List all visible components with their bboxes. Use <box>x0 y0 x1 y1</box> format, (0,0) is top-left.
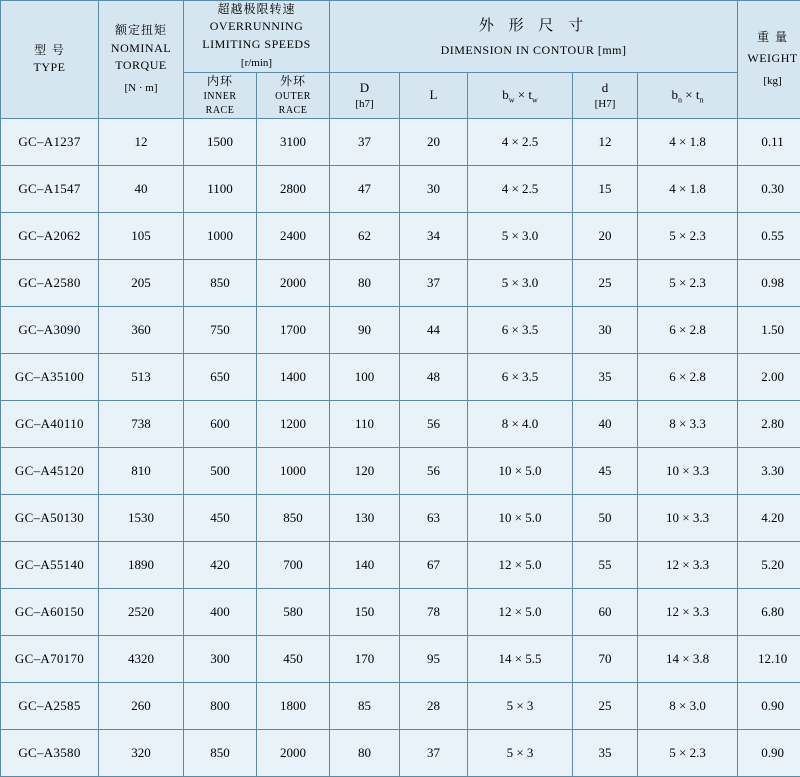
table-row <box>1 635 800 682</box>
table-row <box>1 682 800 729</box>
cell-bn-tn: 5 × 2.3 <box>638 729 738 776</box>
header-dimension-en: DIMENSION IN CONTOUR [mm] <box>330 39 737 62</box>
bw-b: b <box>502 87 509 102</box>
cell-inner-speed: 850 <box>184 259 257 306</box>
cell-d-minor: 35 <box>573 353 638 400</box>
cell-bw-tw: 10 × 5.0 <box>468 447 573 494</box>
header-speeds-cn: 超越极限转速 <box>184 1 329 18</box>
cell-weight: 12.10 <box>738 635 800 682</box>
cell-type: GC–A3580 <box>1 729 99 776</box>
cell-inner-speed: 300 <box>184 635 257 682</box>
cell-length: 30 <box>400 165 468 212</box>
cell-inner-speed: 1500 <box>184 118 257 165</box>
cell-d-minor: 20 <box>573 212 638 259</box>
table-row <box>1 588 800 635</box>
cell-type: GC–A60150 <box>1 588 99 635</box>
header-bw-tw-expr <box>468 86 572 106</box>
header-l-label: L <box>400 86 467 104</box>
cell-weight: 2.00 <box>738 353 800 400</box>
cell-length: 67 <box>400 541 468 588</box>
table-row <box>1 353 800 400</box>
cell-length: 56 <box>400 447 468 494</box>
cell-bw-tw: 14 × 5.5 <box>468 635 573 682</box>
cell-outer-speed: 2400 <box>257 212 330 259</box>
cell-length: 78 <box>400 588 468 635</box>
cell-length: 48 <box>400 353 468 400</box>
cell-bw-tw: 4 × 2.5 <box>468 118 573 165</box>
cell-type: GC–A50130 <box>1 494 99 541</box>
bn-b-sub: n <box>678 95 682 104</box>
cell-d-major: 150 <box>330 588 400 635</box>
table-row <box>1 259 800 306</box>
cell-inner-speed: 850 <box>184 729 257 776</box>
cell-d-minor: 25 <box>573 259 638 306</box>
cell-d-major: 120 <box>330 447 400 494</box>
cell-torque: 260 <box>99 682 184 729</box>
cell-d-minor: 55 <box>573 541 638 588</box>
header-torque-unit: [N · m] <box>99 81 183 97</box>
cell-inner-speed: 650 <box>184 353 257 400</box>
cell-outer-speed: 1000 <box>257 447 330 494</box>
cell-weight: 0.55 <box>738 212 800 259</box>
cell-d-minor: 70 <box>573 635 638 682</box>
bn-sep: × <box>685 87 692 102</box>
cell-torque: 205 <box>99 259 184 306</box>
cell-length: 20 <box>400 118 468 165</box>
cell-d-minor: 12 <box>573 118 638 165</box>
cell-torque: 810 <box>99 447 184 494</box>
bn-t-sub: n <box>700 95 704 104</box>
cell-weight: 0.98 <box>738 259 800 306</box>
cell-weight: 2.80 <box>738 400 800 447</box>
header-weight-cn: 重 量 <box>738 29 800 46</box>
header-torque <box>99 1 184 119</box>
cell-outer-speed: 850 <box>257 494 330 541</box>
cell-inner-speed: 420 <box>184 541 257 588</box>
cell-bn-tn: 12 × 3.3 <box>638 541 738 588</box>
cell-weight: 0.30 <box>738 165 800 212</box>
table-row <box>1 541 800 588</box>
header-speeds <box>184 1 330 73</box>
table-row <box>1 400 800 447</box>
cell-outer-speed: 580 <box>257 588 330 635</box>
header-dimension-cn: 外 形 尺 寸 <box>330 11 737 40</box>
cell-type: GC–A40110 <box>1 400 99 447</box>
cell-torque: 2520 <box>99 588 184 635</box>
cell-bn-tn: 4 × 1.8 <box>638 165 738 212</box>
cell-type: GC–A2585 <box>1 682 99 729</box>
header-speeds-unit: [r/min] <box>184 56 329 72</box>
cell-length: 44 <box>400 306 468 353</box>
cell-inner-speed: 750 <box>184 306 257 353</box>
cell-type: GC–A35100 <box>1 353 99 400</box>
cell-bw-tw: 6 × 3.5 <box>468 306 573 353</box>
cell-inner-speed: 600 <box>184 400 257 447</box>
cell-d-major: 110 <box>330 400 400 447</box>
cell-weight: 1.50 <box>738 306 800 353</box>
header-bn-tn <box>638 73 738 119</box>
cell-outer-speed: 1400 <box>257 353 330 400</box>
cell-bw-tw: 6 × 3.5 <box>468 353 573 400</box>
cell-d-major: 140 <box>330 541 400 588</box>
cell-bn-tn: 6 × 2.8 <box>638 306 738 353</box>
table-row <box>1 306 800 353</box>
header-d-major-unit: [h7] <box>330 97 399 112</box>
header-bn-tn-expr <box>638 86 737 106</box>
cell-torque: 513 <box>99 353 184 400</box>
cell-length: 56 <box>400 400 468 447</box>
bw-b-sub: w <box>509 95 515 104</box>
cell-weight: 6.80 <box>738 588 800 635</box>
cell-inner-speed: 500 <box>184 447 257 494</box>
cell-outer-speed: 700 <box>257 541 330 588</box>
cell-d-major: 80 <box>330 729 400 776</box>
cell-d-minor: 50 <box>573 494 638 541</box>
header-d-minor <box>573 73 638 119</box>
cell-weight: 0.90 <box>738 729 800 776</box>
cell-d-major: 47 <box>330 165 400 212</box>
bn-b: b <box>672 87 679 102</box>
cell-outer-speed: 2800 <box>257 165 330 212</box>
header-type <box>1 1 99 119</box>
cell-torque: 4320 <box>99 635 184 682</box>
cell-weight: 0.11 <box>738 118 800 165</box>
header-row-main <box>1 1 800 73</box>
cell-torque: 1890 <box>99 541 184 588</box>
cell-weight: 0.90 <box>738 682 800 729</box>
cell-type: GC–A2062 <box>1 212 99 259</box>
header-type-en: TYPE <box>1 59 98 76</box>
header-speeds-en1: OVERRUNNING <box>184 18 329 35</box>
cell-bw-tw: 5 × 3 <box>468 729 573 776</box>
table-row <box>1 118 800 165</box>
cell-d-minor: 15 <box>573 165 638 212</box>
cell-torque: 40 <box>99 165 184 212</box>
cell-weight: 5.20 <box>738 541 800 588</box>
cell-bn-tn: 6 × 2.8 <box>638 353 738 400</box>
header-weight-unit: [kg] <box>738 74 800 90</box>
cell-type: GC–A3090 <box>1 306 99 353</box>
cell-d-major: 37 <box>330 118 400 165</box>
cell-bw-tw: 8 × 4.0 <box>468 400 573 447</box>
cell-d-minor: 45 <box>573 447 638 494</box>
bw-t: t <box>528 87 532 102</box>
cell-bn-tn: 4 × 1.8 <box>638 118 738 165</box>
header-l <box>400 73 468 119</box>
table-header <box>1 1 800 119</box>
cell-outer-speed: 1200 <box>257 400 330 447</box>
table-row <box>1 212 800 259</box>
cell-bw-tw: 4 × 2.5 <box>468 165 573 212</box>
cell-weight: 4.20 <box>738 494 800 541</box>
cell-d-minor: 30 <box>573 306 638 353</box>
cell-inner-speed: 800 <box>184 682 257 729</box>
cell-length: 63 <box>400 494 468 541</box>
cell-length: 28 <box>400 682 468 729</box>
header-inner-en1: INNER <box>184 90 256 104</box>
cell-bn-tn: 12 × 3.3 <box>638 588 738 635</box>
header-weight <box>738 1 800 119</box>
cell-outer-speed: 2000 <box>257 729 330 776</box>
cell-length: 34 <box>400 212 468 259</box>
header-d-minor-label: d <box>573 79 637 97</box>
cell-type: GC–A2580 <box>1 259 99 306</box>
cell-bw-tw: 12 × 5.0 <box>468 541 573 588</box>
header-outer-en2: RACE <box>257 104 329 118</box>
cell-bn-tn: 5 × 2.3 <box>638 212 738 259</box>
cell-bn-tn: 10 × 3.3 <box>638 494 738 541</box>
cell-type: GC–A1547 <box>1 165 99 212</box>
cell-bw-tw: 5 × 3 <box>468 682 573 729</box>
cell-bw-tw: 10 × 5.0 <box>468 494 573 541</box>
cell-d-major: 90 <box>330 306 400 353</box>
cell-type: GC–A45120 <box>1 447 99 494</box>
cell-bn-tn: 5 × 2.3 <box>638 259 738 306</box>
table-row <box>1 165 800 212</box>
cell-outer-speed: 450 <box>257 635 330 682</box>
cell-d-minor: 25 <box>573 682 638 729</box>
header-inner-en2: RACE <box>184 104 256 118</box>
header-d-minor-unit: [H7] <box>573 97 637 112</box>
cell-torque: 105 <box>99 212 184 259</box>
header-inner-cn: 内环 <box>184 73 256 90</box>
cell-bw-tw: 12 × 5.0 <box>468 588 573 635</box>
cell-torque: 12 <box>99 118 184 165</box>
bw-sep: × <box>518 87 525 102</box>
cell-type: GC–A1237 <box>1 118 99 165</box>
cell-torque: 320 <box>99 729 184 776</box>
cell-torque: 1530 <box>99 494 184 541</box>
cell-torque: 360 <box>99 306 184 353</box>
header-outer-en1: OUTER <box>257 90 329 104</box>
header-bw-tw <box>468 73 573 119</box>
cell-outer-speed: 1700 <box>257 306 330 353</box>
table-row <box>1 494 800 541</box>
cell-d-minor: 60 <box>573 588 638 635</box>
table-row <box>1 729 800 776</box>
cell-type: GC–A55140 <box>1 541 99 588</box>
cell-type: GC–A70170 <box>1 635 99 682</box>
cell-outer-speed: 2000 <box>257 259 330 306</box>
cell-d-minor: 40 <box>573 400 638 447</box>
cell-length: 37 <box>400 729 468 776</box>
cell-d-minor: 35 <box>573 729 638 776</box>
cell-bn-tn: 10 × 3.3 <box>638 447 738 494</box>
header-torque-cn: 额定扭矩 <box>99 22 183 39</box>
cell-bn-tn: 14 × 3.8 <box>638 635 738 682</box>
cell-torque: 738 <box>99 400 184 447</box>
cell-bw-tw: 5 × 3.0 <box>468 259 573 306</box>
cell-d-major: 85 <box>330 682 400 729</box>
cell-weight: 3.30 <box>738 447 800 494</box>
cell-outer-speed: 1800 <box>257 682 330 729</box>
header-outer-cn: 外环 <box>257 73 329 90</box>
table-body <box>1 118 800 776</box>
header-torque-en2: TORQUE <box>99 57 183 74</box>
header-type-cn: 型 号 <box>1 42 98 59</box>
cell-inner-speed: 1000 <box>184 212 257 259</box>
cell-inner-speed: 450 <box>184 494 257 541</box>
header-dimension <box>330 1 738 73</box>
cell-d-major: 100 <box>330 353 400 400</box>
header-d-major <box>330 73 400 119</box>
header-weight-en: WEIGHT <box>738 50 800 67</box>
bn-t: t <box>696 87 700 102</box>
cell-d-major: 62 <box>330 212 400 259</box>
header-torque-en1: NOMINAL <box>99 40 183 57</box>
header-d-major-label: D <box>330 79 399 97</box>
cell-outer-speed: 3100 <box>257 118 330 165</box>
header-inner-race <box>184 73 257 119</box>
cell-bw-tw: 5 × 3.0 <box>468 212 573 259</box>
header-outer-race <box>257 73 330 119</box>
cell-bn-tn: 8 × 3.0 <box>638 682 738 729</box>
table-row <box>1 447 800 494</box>
cell-d-major: 80 <box>330 259 400 306</box>
cell-d-major: 130 <box>330 494 400 541</box>
cell-length: 95 <box>400 635 468 682</box>
cell-length: 37 <box>400 259 468 306</box>
cell-bn-tn: 8 × 3.3 <box>638 400 738 447</box>
cell-inner-speed: 1100 <box>184 165 257 212</box>
cell-d-major: 170 <box>330 635 400 682</box>
cell-inner-speed: 400 <box>184 588 257 635</box>
header-speeds-en2: LIMITING SPEEDS <box>184 36 329 53</box>
bw-t-sub: w <box>532 95 538 104</box>
